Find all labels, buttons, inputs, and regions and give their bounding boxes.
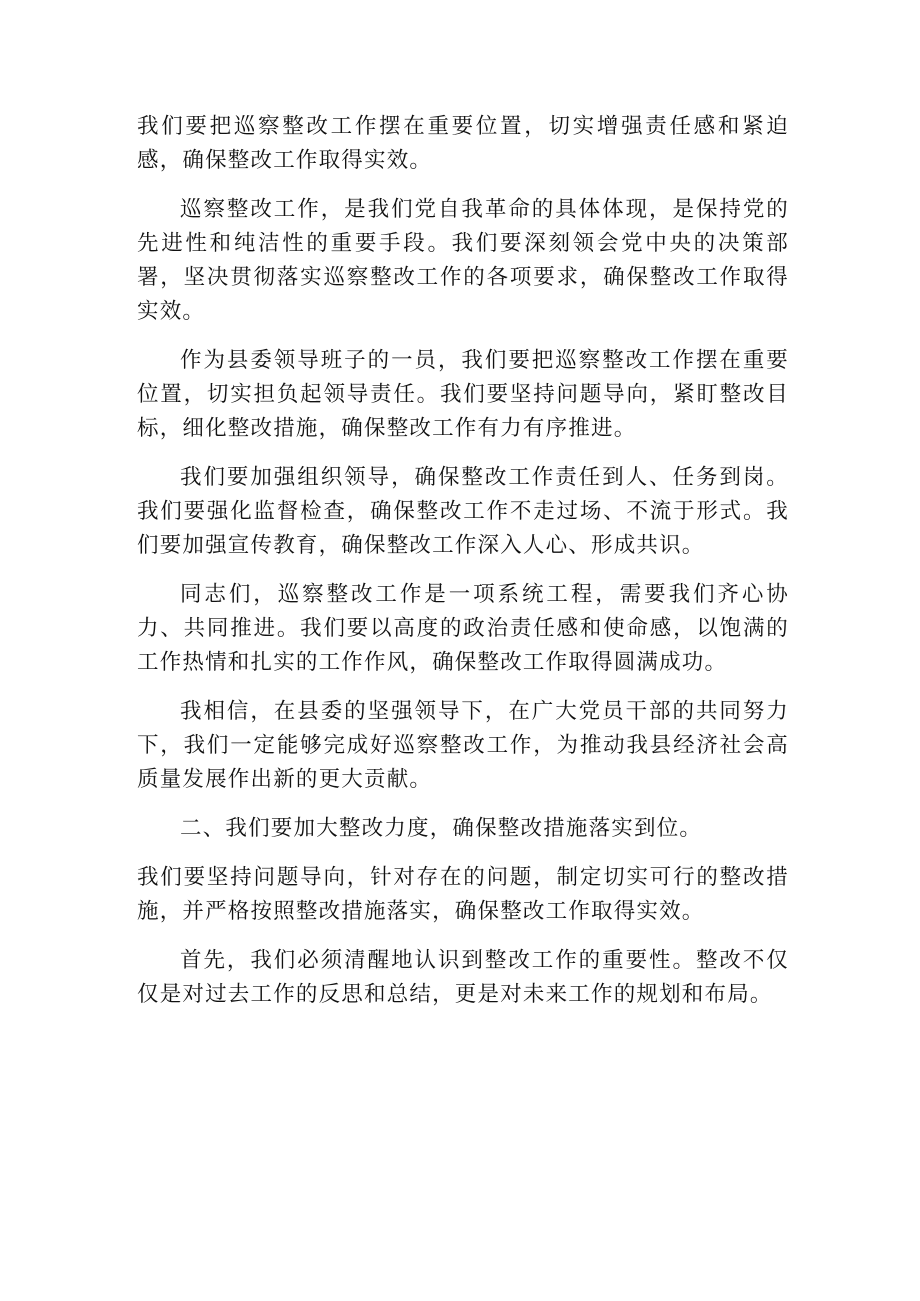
document-body	[137, 110, 789, 1012]
paragraph-7: 我们要坚持问题导向，针对存在的问题，制定切实可行的整改措施，并严格按照整改措施落实，确保整改工作取得实效。	[137, 865, 789, 924]
paragraph-3: 作为县委领导班子的一员，我们要把巡察整改工作摆在重要位置，切实担负起领导责任。我们要坚持问题导向，紧盯整改目标，细化整改措施，确保整改工作有力有序推进。	[137, 348, 789, 441]
section-heading-2: 二、我们要加大整改力度，确保整改措施落实到位。	[180, 816, 703, 841]
paragraph-8: 首先，我们必须清醒地认识到整改工作的重要性。整改不仅仅是对过去工作的反思和总结，更是对未来工作的规划和布局。	[137, 948, 789, 1007]
paragraph-4: 我们要加强组织领导，确保整改工作责任到人、任务到岗。我们要强化监督检查，确保整改工作不走过场、不流于形式。我们要加强宣传教育，确保整改工作深入人心、形成共识。	[137, 465, 789, 558]
paragraph-2: 巡察整改工作，是我们党自我革命的具体体现，是保持党的先进性和纯洁性的重要手段。我们要深刻领会党中央的决策部署，坚决贯彻落实巡察整改工作的各项要求，确保整改工作取得实效。	[137, 197, 789, 324]
paragraph-6: 我相信，在县委的坚强领导下，在广大党员干部的共同努力下，我们一定能够完成好巡察整改工作，为推动我县经济社会高质量发展作出新的更大贡献。	[137, 699, 789, 792]
paragraph-1: 我们要把巡察整改工作摆在重要位置，切实增强责任感和紧迫感，确保整改工作取得实效。	[137, 114, 789, 173]
paragraph-5: 同志们，巡察整改工作是一项系统工程，需要我们齐心协力、共同推进。我们要以高度的政治责任感和使命感，以饱满的工作热情和扎实的工作作风，确保整改工作取得圆满成功。	[137, 582, 789, 675]
